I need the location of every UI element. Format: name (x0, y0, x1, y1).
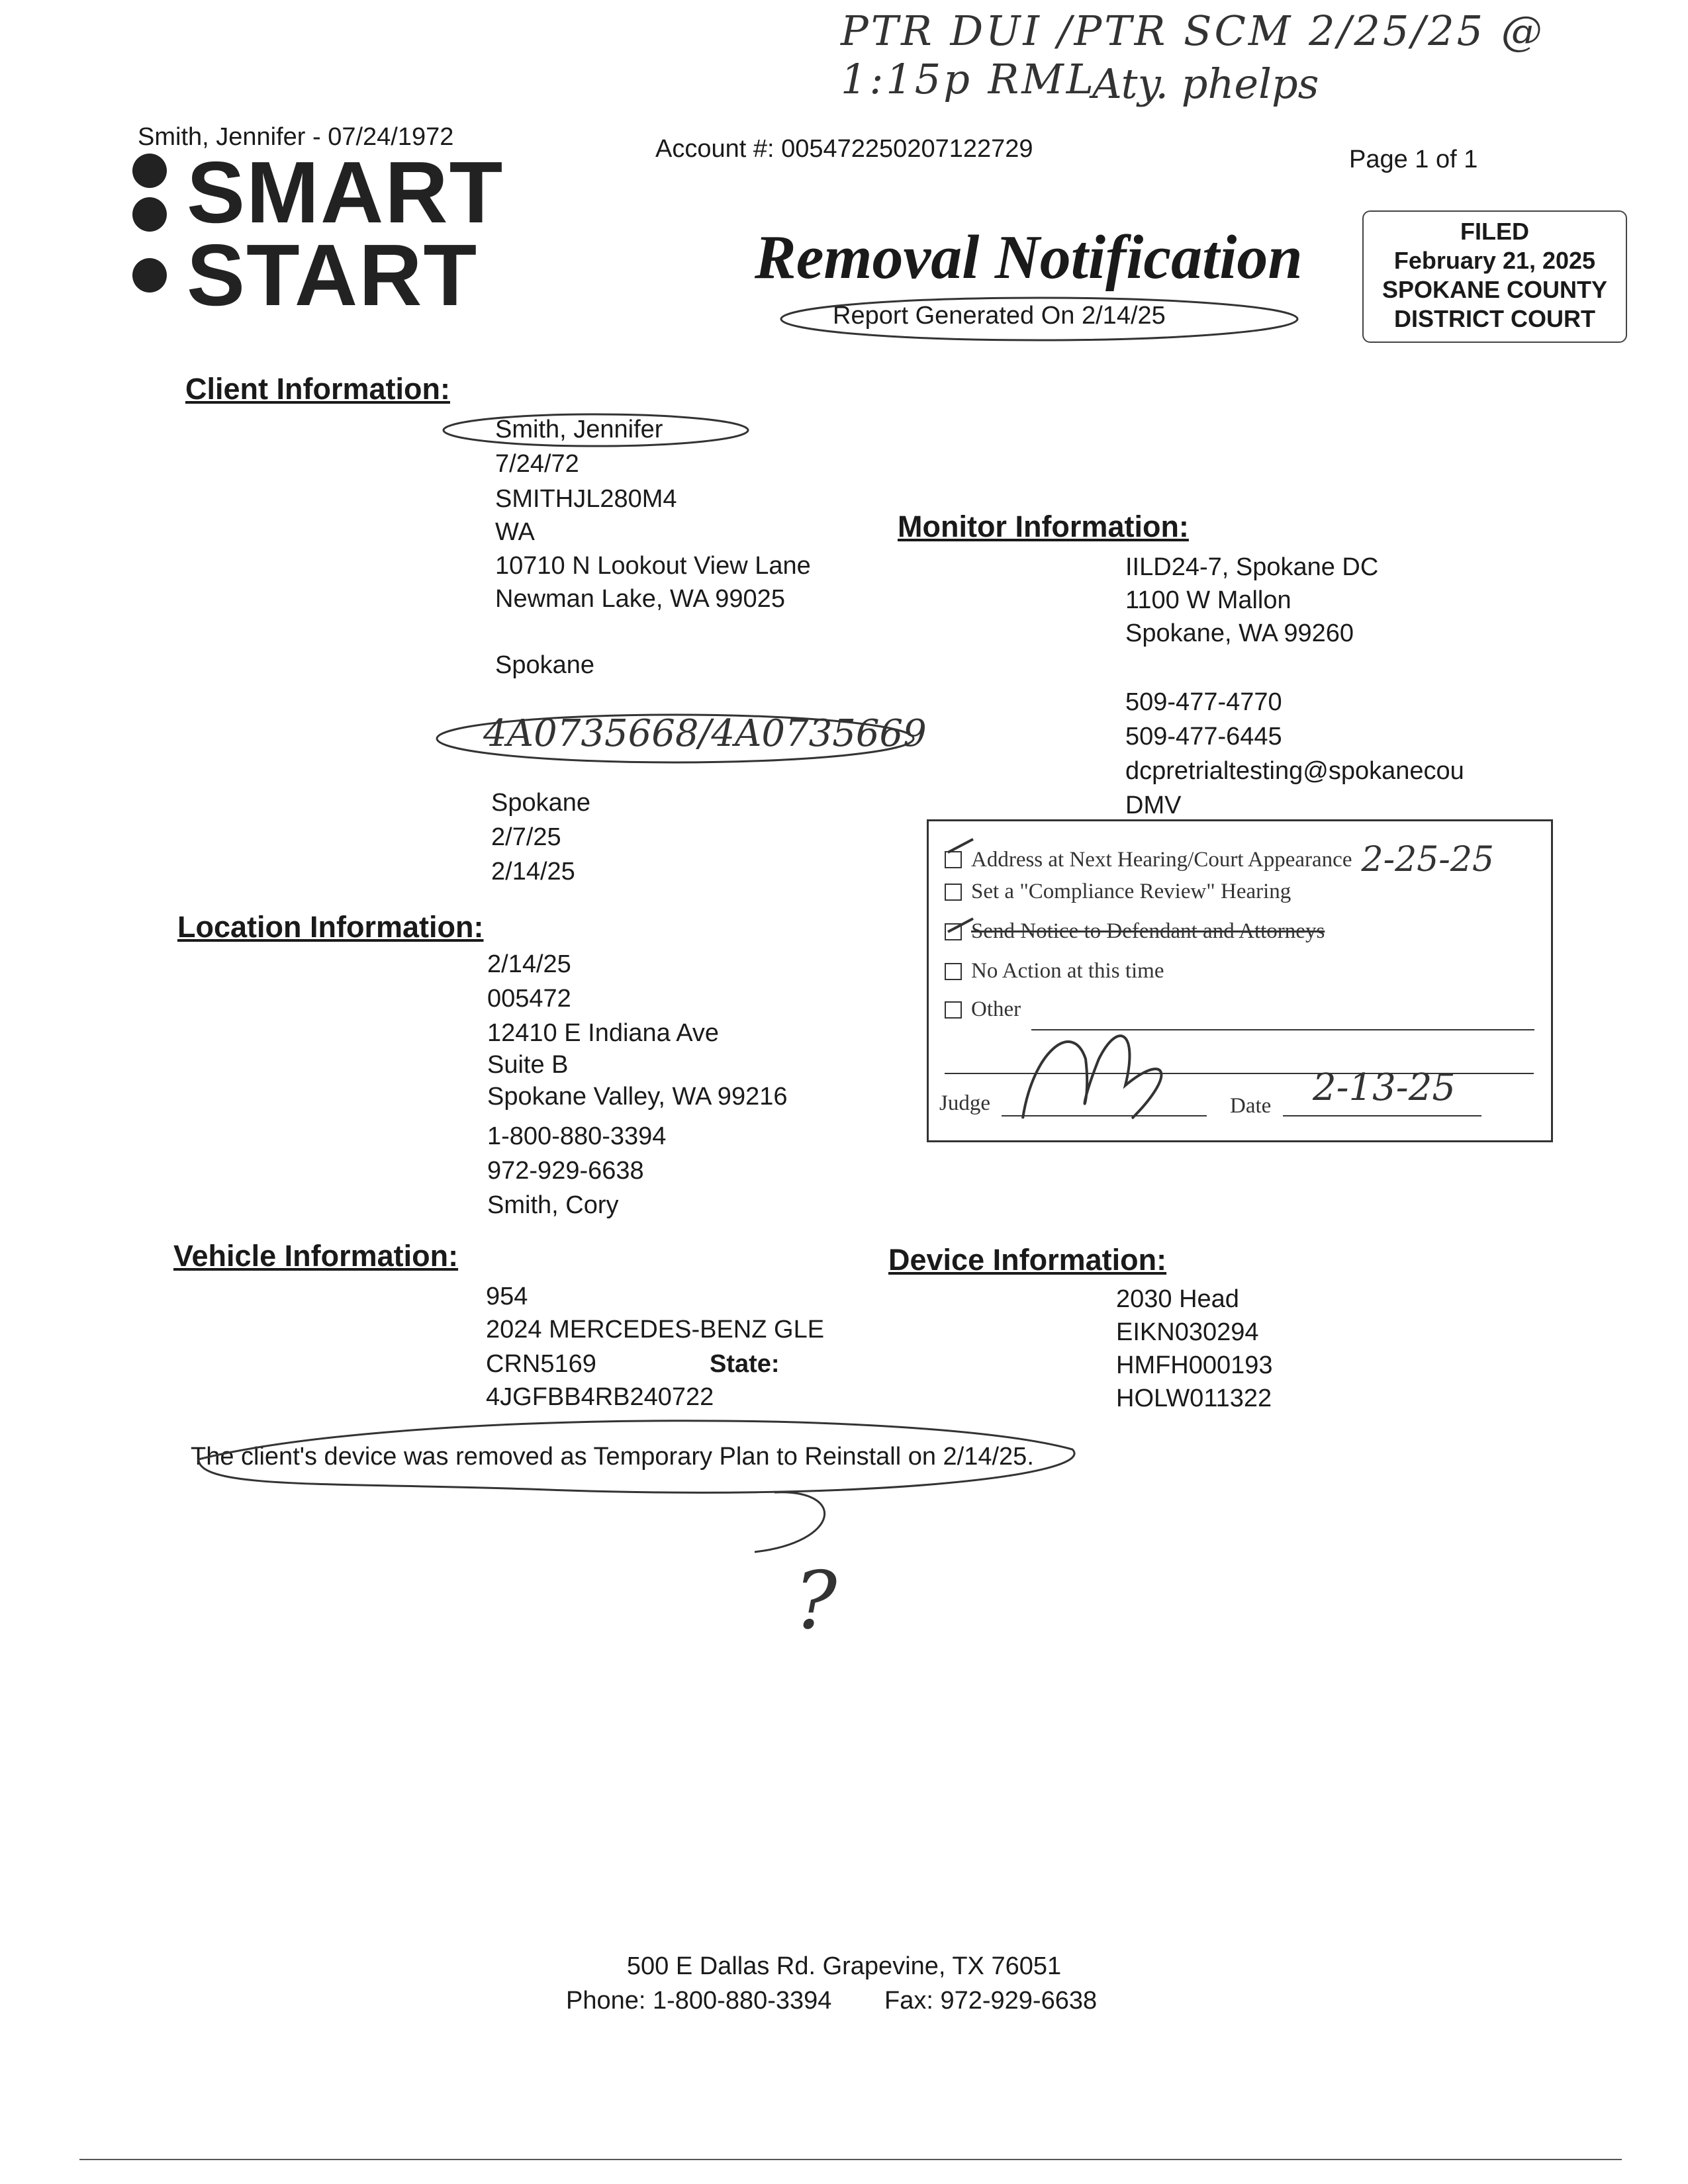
handwritten-attorney-note: Aty. phelps (1092, 60, 1319, 108)
client-name: Smith, Jennifer (495, 416, 663, 443)
stamp-option-no-action: No Action at this time (971, 959, 1164, 983)
client-removal-date: 2/14/25 (491, 858, 575, 886)
logo-word-start: START (187, 226, 479, 324)
client-dob: 7/24/72 (495, 450, 579, 478)
camera: HOLW011322 (1116, 1385, 1272, 1412)
case-circle (437, 715, 914, 762)
monitor-name: IILD24-7, Spokane DC (1125, 553, 1379, 581)
client-info-heading: Client Information: (185, 372, 450, 406)
handset: EIKN030294 (1116, 1318, 1259, 1346)
monitor-phone: 509-477-4770 (1125, 688, 1282, 716)
handwritten-question-mark: ? (794, 1555, 837, 1647)
client-state: WA (495, 518, 535, 546)
name-circle (444, 414, 748, 446)
filed-stamp-line3: SPOKANE COUNTY (1382, 276, 1608, 303)
handwritten-case-numbers: 4A0735668/4A0735669 (483, 712, 927, 755)
removal-note: The client's device was removed as Temporary Plan to Reinstall on 2/14/25. (191, 1443, 1034, 1471)
date-label: Date (1230, 1094, 1272, 1118)
location-address-line3: Spokane Valley, WA 99216 (487, 1083, 788, 1111)
monitor-address-line2: Spokane, WA 99260 (1125, 619, 1354, 647)
judge-signature (1023, 1036, 1161, 1118)
county-conviction: Spokane (491, 789, 591, 817)
plate: CRN5169 (486, 1350, 596, 1378)
handwritten-stamp-date: 2-25-25 (1361, 840, 1495, 880)
footer-phone: Phone: 1-800-880-3394 (566, 1987, 832, 2015)
handwritten-hearing-note: PTR DUI /PTR SCM 2/25/25 @ 1:15p RML (841, 7, 1545, 103)
subtitle-circle (781, 298, 1297, 340)
filed-stamp-line1: FILED (1460, 218, 1529, 245)
stamp-option-compliance-review: Set a "Compliance Review" Hearing (971, 880, 1291, 903)
stamp-option-next-hearing: Address at Next Hearing/Court Appearance (971, 847, 1352, 872)
location-removal-date: 2/14/25 (487, 950, 571, 978)
client-header-line: Smith, Jennifer - 07/24/1972 (138, 123, 454, 151)
client-address-line1: 10710 N Lookout View Lane (495, 552, 811, 580)
representative: Smith, Cory (487, 1191, 619, 1219)
monitor-info-heading: Monitor Information: (898, 510, 1189, 543)
filed-stamp-line2: February 21, 2025 (1393, 247, 1596, 274)
device-model: 2030 Head (1116, 1285, 1239, 1313)
location-info-heading: Location Information: (177, 910, 484, 944)
footer-address: 500 E Dallas Rd. Grapevine, TX 76051 (626, 1952, 1062, 1980)
stamp-option-send-notice: Send Notice to Defendant and Attorneys (971, 919, 1325, 943)
footer-fax: Fax: 972-929-6638 (884, 1987, 1098, 2015)
location-address-line1: 12410 E Indiana Ave (487, 1019, 720, 1047)
location-phone: 1-800-880-3394 (487, 1122, 667, 1150)
filed-stamp-line4: DISTRICT COURT (1394, 305, 1595, 332)
judge-label: Judge (939, 1091, 990, 1115)
monitor-email: dcpretrialtesting@spokanecou (1125, 757, 1464, 785)
stamp-option-other: Other (971, 997, 1021, 1021)
note-loop-tail (755, 1492, 825, 1552)
handwritten-judge-date: 2-13-25 (1313, 1066, 1456, 1109)
location-fax: 972-929-6638 (487, 1157, 644, 1185)
client-address-line2: Newman Lake, WA 99025 (495, 585, 785, 613)
location-address-line2: Suite B (487, 1051, 569, 1079)
mileage: 954 (486, 1283, 528, 1310)
report-generated: Report Generated On 2/14/25 (833, 302, 1166, 330)
installation-date: 2/7/25 (491, 823, 561, 851)
vin: 4JGFBB4RB240722 (486, 1383, 714, 1411)
monitor-condition: DMV (1125, 792, 1182, 819)
make-model: 2024 MERCEDES-BENZ GLE (486, 1316, 825, 1343)
logo-word-smart: SMART (187, 144, 504, 241)
relay: HMFH000193 (1116, 1351, 1273, 1379)
account-number: Account #: 005472250207122729 (655, 135, 1033, 163)
client-dl: SMITHJL280M4 (495, 485, 677, 513)
page-number: Page 1 of 1 (1349, 146, 1478, 173)
vehicle-state-label: State: (710, 1350, 780, 1378)
service-center: 005472 (487, 985, 571, 1013)
document-title: Removal Notification (755, 223, 1303, 292)
checkmarks (948, 839, 973, 932)
monitor-address-line1: 1100 W Mallon (1125, 586, 1291, 614)
monitor-fax: 509-477-6445 (1125, 723, 1282, 751)
device-info-heading: Device Information: (888, 1243, 1167, 1277)
vehicle-info-heading: Vehicle Information: (173, 1239, 459, 1273)
note-loop (199, 1421, 1074, 1493)
county-residence: Spokane (495, 651, 595, 679)
